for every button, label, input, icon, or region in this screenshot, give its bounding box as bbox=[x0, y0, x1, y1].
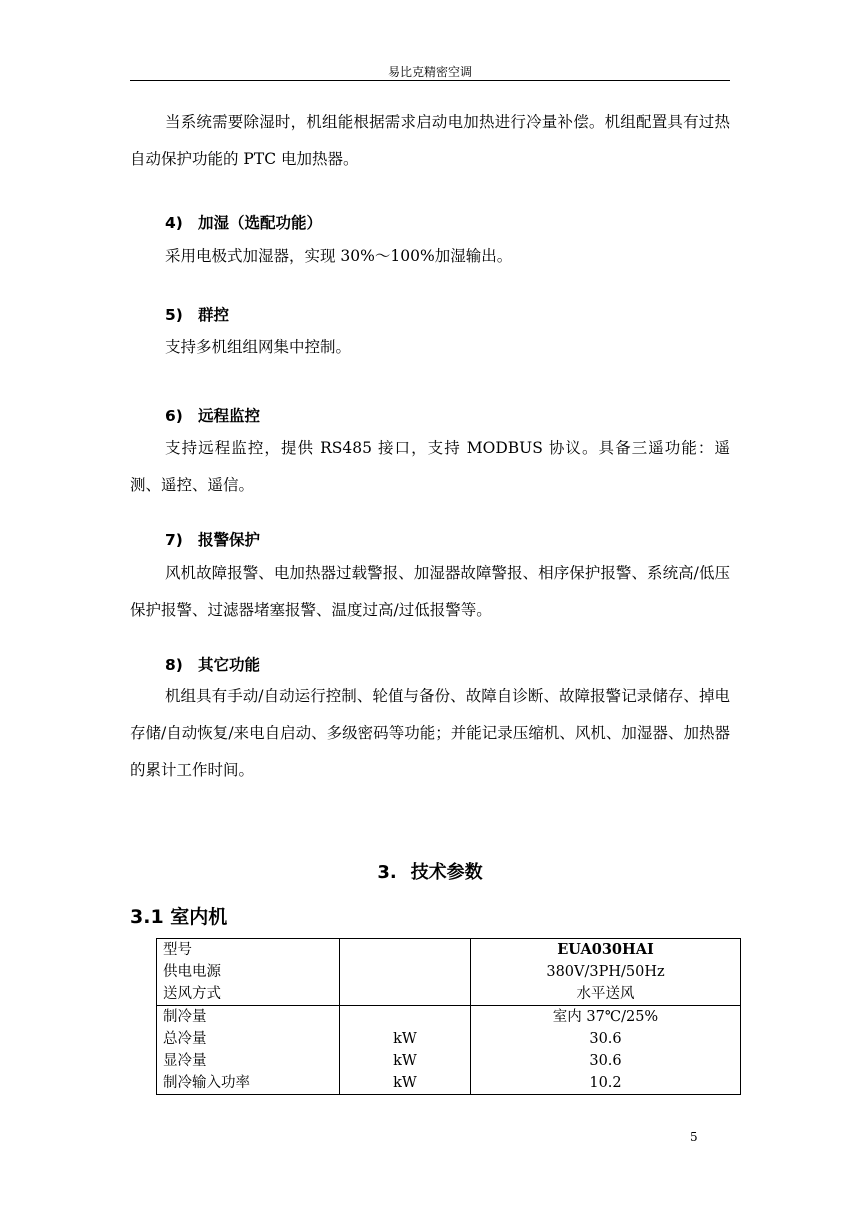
intro-paragraph-block bbox=[130, 104, 730, 178]
section-number: 3. bbox=[377, 862, 397, 883]
item-number: 8) bbox=[165, 656, 183, 674]
item-title: 报警保护 bbox=[198, 531, 261, 549]
item-title: 群控 bbox=[198, 306, 230, 324]
cell-unit bbox=[340, 961, 471, 983]
cell-unit bbox=[340, 983, 471, 1006]
item-number: 7) bbox=[165, 531, 183, 549]
item-text: 支持远程监控，提供 RS485 接口，支持 MODBUS 协议。具备三遥功能：遥测、遥控、遥信。 bbox=[130, 439, 730, 494]
section-heading bbox=[0, 858, 860, 884]
cell-name: 供电电源 bbox=[157, 961, 340, 983]
cell-value: EUA030HAI bbox=[471, 939, 741, 962]
item-number: 4) bbox=[165, 214, 183, 232]
table-row bbox=[157, 983, 741, 1006]
cell-name: 显冷量 bbox=[157, 1050, 340, 1072]
cell-unit: kW bbox=[340, 1050, 471, 1072]
cell-unit bbox=[340, 939, 471, 962]
cell-value: 30.6 bbox=[471, 1050, 741, 1072]
item-text: 支持多机组组网集中控制。 bbox=[165, 338, 352, 356]
item-text-block-group-control bbox=[130, 329, 730, 366]
page-header-title: 易比克精密空调 bbox=[387, 65, 472, 79]
item-heading-humidification bbox=[165, 211, 322, 233]
cell-value: 380V/3PH/50Hz bbox=[471, 961, 741, 983]
cell-unit: kW bbox=[340, 1028, 471, 1050]
item-number: 5) bbox=[165, 306, 183, 324]
table-row bbox=[157, 1050, 741, 1072]
cell-value: 10.2 bbox=[471, 1072, 741, 1095]
table-row bbox=[157, 1006, 741, 1029]
cell-value: 室内 37℃/25% bbox=[471, 1006, 741, 1029]
item-title: 其它功能 bbox=[198, 656, 261, 674]
item-text-block-alarm-protection bbox=[130, 555, 730, 629]
cell-name: 制冷量 bbox=[157, 1006, 340, 1029]
item-text: 机组具有手动/自动运行控制、轮值与备份、故障自诊断、故障报警记录储存、掉电存储/自动恢复/来电自启动、多级密码等功能；并能记录压缩机、风机、加湿器、加热器的累计工作时间。 bbox=[130, 687, 730, 779]
page-number: 5 bbox=[690, 1130, 698, 1144]
cell-unit: kW bbox=[340, 1072, 471, 1095]
item-text-block-humidification bbox=[130, 238, 730, 275]
item-text-block-remote-monitoring bbox=[130, 430, 730, 504]
table-row bbox=[157, 961, 741, 983]
item-text: 采用电极式加湿器，实现 30%～100%加湿输出。 bbox=[165, 247, 513, 265]
subsection-title: 3.1 室内机 bbox=[130, 906, 228, 928]
item-text-block-other-functions bbox=[130, 678, 730, 789]
cell-name: 制冷输入功率 bbox=[157, 1072, 340, 1095]
cell-name: 型号 bbox=[157, 939, 340, 962]
spec-table bbox=[156, 938, 741, 1095]
item-title: 远程监控 bbox=[198, 407, 261, 425]
section-title: 技术参数 bbox=[410, 862, 483, 883]
item-number: 6) bbox=[165, 407, 183, 425]
cell-unit bbox=[340, 1006, 471, 1029]
item-heading-remote-monitoring bbox=[165, 404, 260, 426]
item-title: 加湿（选配功能） bbox=[198, 214, 323, 232]
cell-name: 总冷量 bbox=[157, 1028, 340, 1050]
table-row bbox=[157, 939, 741, 962]
table-row bbox=[157, 1028, 741, 1050]
table-row bbox=[157, 1072, 741, 1095]
item-heading-other-functions bbox=[165, 653, 260, 675]
cell-value: 30.6 bbox=[471, 1028, 741, 1050]
header-rule bbox=[130, 80, 730, 81]
cell-name: 送风方式 bbox=[157, 983, 340, 1006]
item-heading-group-control bbox=[165, 303, 229, 325]
item-heading-alarm-protection bbox=[165, 528, 260, 550]
intro-paragraph: 当系统需要除湿时，机组能根据需求启动电加热进行冷量补偿。机组配置具有过热自动保护功能的 PTC 电加热器。 bbox=[130, 113, 730, 168]
cell-value: 水平送风 bbox=[471, 983, 741, 1006]
item-text: 风机故障报警、电加热器过载警报、加湿器故障警报、相序保护报警、系统高/低压保护报警、过滤器堵塞报警、温度过高/过低报警等。 bbox=[130, 564, 730, 619]
